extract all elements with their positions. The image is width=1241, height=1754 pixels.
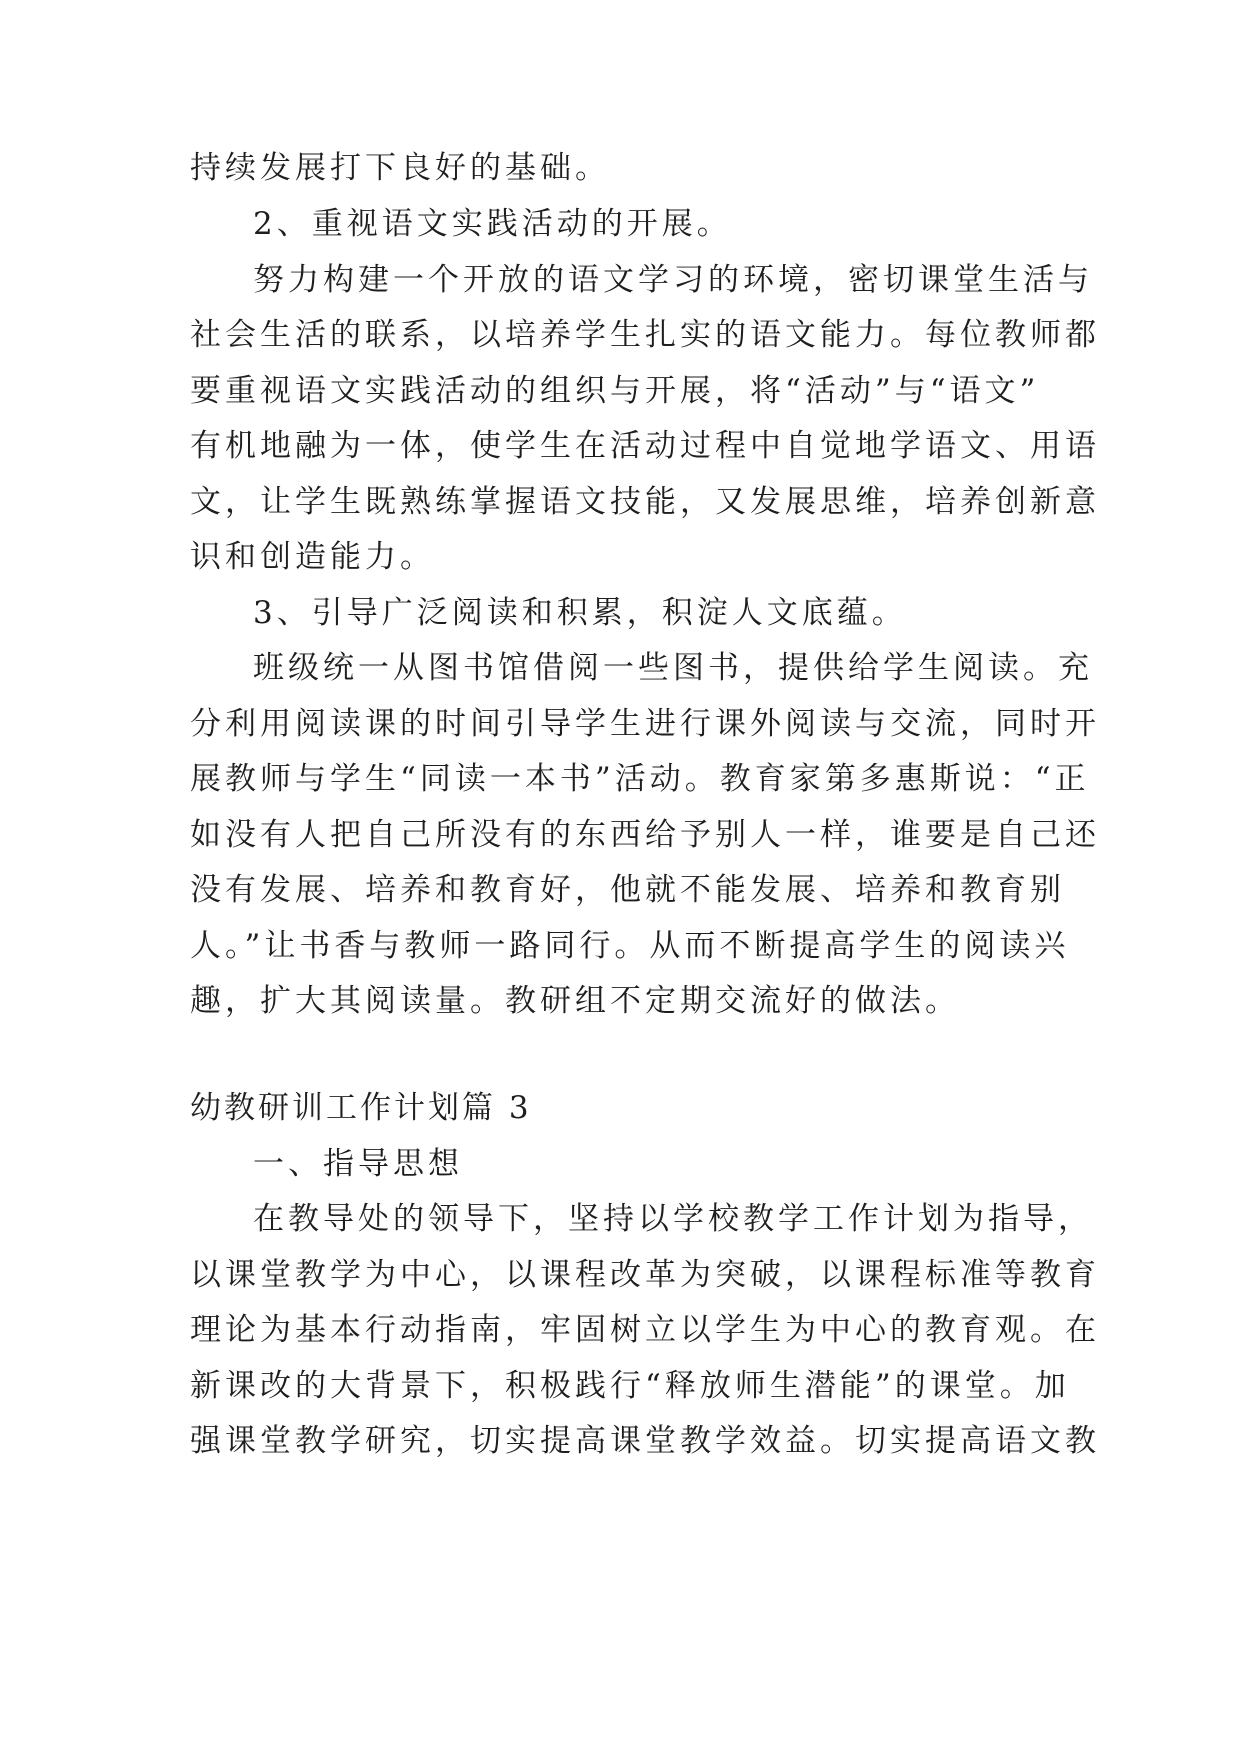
paragraph-line: 分利用阅读课的时间引导学生进行课外阅读与交流，同时开 <box>190 706 1100 742</box>
paragraph-line: 有机地融为一体，使学生在活动过程中自觉地学语文、用语 <box>190 428 1100 464</box>
paragraph-line: 班级统一从图书馆借阅一些图书，提供给学生阅读。充 <box>253 650 1093 686</box>
section-title: 幼教研训工作计划篇 3 <box>190 1090 532 1126</box>
paragraph-line: 文，让学生既熟练掌握语文技能，又发展思维，培养创新意 <box>190 484 1100 520</box>
section-subheading: 一、指导思想 <box>253 1146 463 1182</box>
paragraph-line: 强课堂教学研究，切实提高课堂教学效益。切实提高语文教 <box>190 1423 1100 1459</box>
paragraph-line: 理论为基本行动指南，牢固树立以学生为中心的教育观。在 <box>190 1312 1100 1348</box>
paragraph-line: 人。”让书香与教师一路同行。从而不断提高学生的阅读兴 <box>190 928 1070 964</box>
paragraph-line: 展教师与学生“同读一本书”活动。教育家第多惠斯说：“正 <box>190 761 1090 797</box>
subheading-line: 2、重视语文实践活动的开展。 <box>253 206 732 242</box>
paragraph-line: 如没有人把自己所没有的东西给予别人一样，谁要是自己还 <box>190 817 1100 853</box>
paragraph-line: 持续发展打下良好的基础。 <box>190 150 610 186</box>
paragraph-line: 以课堂教学为中心，以课程改革为突破，以课程标准等教育 <box>190 1257 1100 1293</box>
paragraph-line: 识和创造能力。 <box>190 539 435 575</box>
paragraph-line: 在教导处的领导下，坚持以学校教学工作计划为指导， <box>253 1201 1093 1237</box>
paragraph-line: 没有发展、培养和教育好，他就不能发展、培养和教育别 <box>190 872 1065 908</box>
paragraph-line: 趣，扩大其阅读量。教研组不定期交流好的做法。 <box>190 983 960 1019</box>
paragraph-line: 努力构建一个开放的语文学习的环境，密切课堂生活与 <box>253 262 1093 298</box>
paragraph-line: 新课改的大背景下，积极践行“释放师生潜能”的课堂。加 <box>190 1368 1070 1404</box>
subheading-line: 3、引导广泛阅读和积累，积淀人文底蕴。 <box>253 595 907 631</box>
paragraph-line: 要重视语文实践活动的组织与开展，将“活动”与“语文” <box>190 373 1040 409</box>
paragraph-line: 社会生活的联系，以培养学生扎实的语文能力。每位教师都 <box>190 317 1100 353</box>
